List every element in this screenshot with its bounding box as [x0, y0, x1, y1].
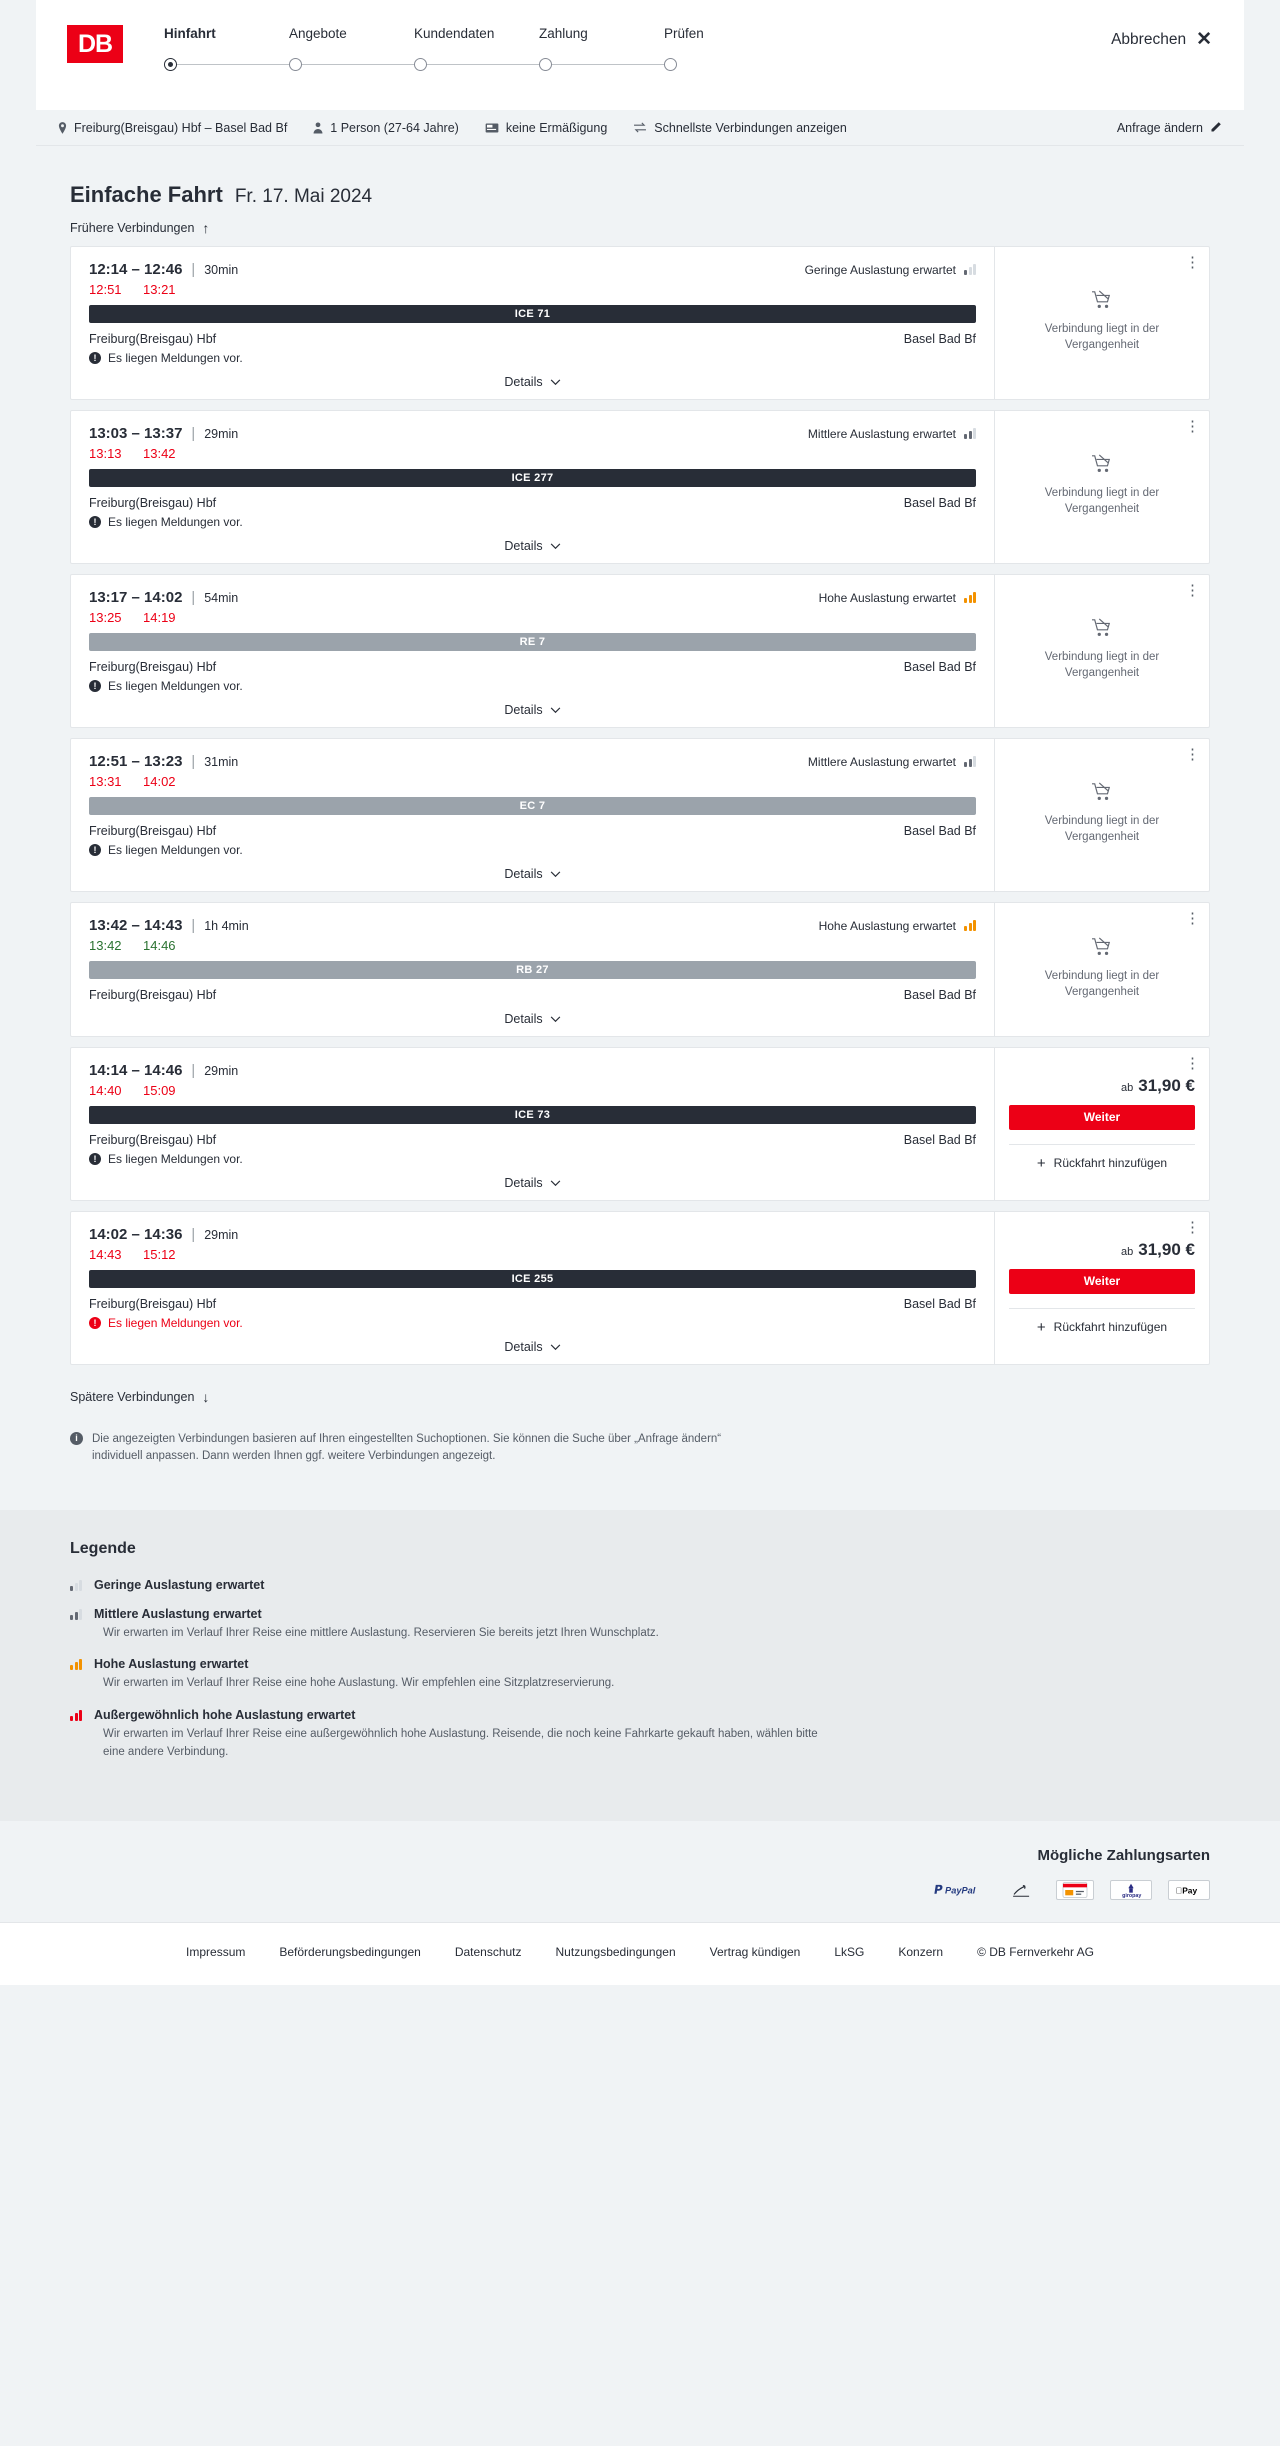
past-connection-notice [1009, 937, 1195, 1000]
connection-details [71, 1212, 994, 1364]
destination-station: Basel Bad Bf [903, 1297, 976, 1311]
connection-details [71, 1048, 994, 1200]
past-connection-label: Verbindung liegt in der Vergangenheit [1044, 815, 1160, 843]
step-zahlung[interactable] [539, 26, 664, 72]
actual-times [89, 282, 976, 297]
cart-crossed-icon [1009, 618, 1195, 644]
connection-notice-label: Es liegen Meldungen vor. [108, 515, 243, 529]
utilization-bars-icon [70, 1608, 82, 1620]
connection-booking-panel [994, 1048, 1209, 1200]
destination-station: Basel Bad Bf [903, 496, 976, 510]
summary-route-label: Freiburg(Breisgau) Hbf – Basel Bad Bf [74, 120, 288, 135]
summary-discount-label: keine Ermäßigung [505, 120, 608, 135]
step-label: Prüfen [664, 26, 704, 41]
scheduled-time: 13:03 – 13:37 [89, 425, 183, 442]
step-line [295, 64, 414, 65]
step-kundendaten[interactable] [414, 26, 539, 72]
duration: 29min [204, 426, 239, 441]
separator: | [191, 1062, 196, 1079]
alert-icon: ! [89, 1153, 101, 1165]
utilization-bars-icon [964, 920, 976, 931]
legend-section [0, 1510, 1280, 1821]
train-number: RB 27 [516, 964, 549, 976]
utilization-label: Mittlere Auslastung erwartet [807, 754, 956, 769]
details-toggle[interactable] [89, 1012, 976, 1026]
stations [89, 660, 976, 674]
train-number: RE 7 [519, 636, 546, 648]
legend-item [70, 1578, 1210, 1592]
separator: | [191, 753, 196, 770]
app-header [36, 0, 1244, 110]
step-hinfahrt[interactable] [164, 26, 289, 72]
actual-departure: 14:40 [89, 1083, 122, 1098]
step-indicator [164, 58, 289, 72]
connection-header [89, 261, 976, 278]
past-connection-notice [1009, 454, 1195, 517]
separator: | [191, 589, 196, 606]
details-label: Details [504, 1340, 543, 1354]
trip-type-title: Einfache Fahrt [70, 182, 223, 207]
connection-notice[interactable] [89, 1316, 976, 1330]
connection-booking-panel [994, 903, 1209, 1036]
footer-link-konzern[interactable]: Konzern [898, 1944, 944, 1959]
step-line [545, 64, 664, 65]
connection-notice-label: Es liegen Meldungen vor. [108, 351, 243, 365]
footer-copyright: © DB Fernverkehr AG [977, 1944, 1094, 1959]
past-connection-label: Verbindung liegt in der Vergangenheit [1044, 323, 1160, 351]
connection-notice[interactable] [89, 1152, 976, 1166]
lastschrift-icon [1004, 1880, 1040, 1900]
origin-station: Freiburg(Breisgau) Hbf [89, 1297, 217, 1311]
actual-arrival: 14:02 [143, 774, 176, 789]
add-return-trip-label: Rückfahrt hinzufügen [1053, 1156, 1168, 1170]
utilization-indicator [808, 427, 976, 441]
utilization-bars-icon [964, 428, 976, 439]
alert-icon: ! [89, 844, 101, 856]
legend-item-description: Wir erwarten im Verlauf Ihrer Reise eine mittlere Auslastung. Reservieren Sie bereits jetzt Ihren Wunschplatz. [103, 1626, 659, 1639]
legend-item [70, 1607, 1210, 1643]
utilization-label: Hohe Auslastung erwartet [818, 918, 956, 933]
stations [89, 824, 976, 838]
cart-crossed-icon [1009, 290, 1195, 316]
connection-card[interactable] [70, 738, 1210, 892]
cart-crossed-icon [1009, 782, 1195, 808]
more-options-icon[interactable]: ⋮ [1185, 1219, 1200, 1236]
actual-arrival: 13:21 [143, 282, 176, 297]
separator: | [191, 261, 196, 278]
more-options-icon[interactable]: ⋮ [1185, 582, 1200, 599]
connection-booking-panel [994, 575, 1209, 727]
edit-search-label: Anfrage ändern [1116, 120, 1203, 135]
scheduled-time: 12:14 – 12:46 [89, 261, 183, 278]
details-toggle[interactable] [89, 703, 976, 717]
past-connection-notice [1009, 782, 1195, 845]
summary-route[interactable] [58, 121, 287, 135]
connection-notice-label: Es liegen Meldungen vor. [108, 1152, 243, 1166]
origin-station: Freiburg(Breisgau) Hbf [89, 332, 217, 346]
train-bar [89, 1270, 976, 1288]
more-options-icon[interactable]: ⋮ [1185, 910, 1200, 927]
step-indicator [414, 58, 539, 72]
more-options-icon[interactable]: ⋮ [1185, 418, 1200, 435]
cart-crossed-icon [1009, 937, 1195, 963]
details-label: Details [504, 1012, 543, 1026]
connection-notice[interactable] [89, 843, 976, 857]
origin-station: Freiburg(Breisgau) Hbf [89, 496, 217, 510]
scheduled-time: 13:42 – 14:43 [89, 917, 183, 934]
origin-station: Freiburg(Breisgau) Hbf [89, 988, 217, 1002]
duration: 29min [204, 1063, 239, 1078]
connection-details [71, 739, 994, 891]
utilization-bars-icon [964, 592, 976, 603]
connection-notice[interactable] [89, 515, 976, 529]
actual-arrival: 14:46 [143, 938, 176, 953]
arrow-up-icon: ↑ [202, 220, 210, 236]
duration: 31min [204, 754, 239, 769]
utilization-indicator [808, 755, 976, 769]
actual-departure: 13:13 [89, 446, 122, 461]
utilization-indicator [805, 263, 976, 277]
summary-passengers-label: 1 Person (27-64 Jahre) [330, 120, 459, 135]
connection-details [71, 575, 994, 727]
utilization-bars-icon [70, 1709, 82, 1721]
actual-arrival: 13:42 [143, 446, 176, 461]
step-label: Hinfahrt [164, 26, 216, 41]
actual-times [89, 610, 976, 625]
utilization-indicator [819, 591, 976, 605]
actual-arrival: 14:19 [143, 610, 176, 625]
train-number: ICE 71 [514, 308, 551, 320]
search-summary-bar [36, 110, 1244, 146]
bahncard-icon [485, 123, 499, 133]
search-info-note [70, 1431, 730, 1510]
train-bar [89, 469, 976, 487]
actual-times [89, 938, 976, 953]
continue-button[interactable]: Weiter [1009, 1105, 1195, 1130]
details-toggle[interactable] [89, 867, 976, 881]
alert-icon: ! [89, 352, 101, 364]
info-icon: i [70, 1432, 83, 1445]
add-return-trip-label: Rückfahrt hinzufügen [1053, 1320, 1168, 1334]
utilization-bars-icon [964, 264, 976, 275]
arrow-down-icon: ↓ [202, 1389, 210, 1405]
alert-icon: ! [89, 680, 101, 692]
step-dot [164, 58, 177, 71]
origin-station: Freiburg(Breisgau) Hbf [89, 660, 217, 674]
chevron-down-icon [550, 375, 561, 389]
add-return-trip-button[interactable] [1009, 1308, 1195, 1335]
connection-notice-label: Es liegen Meldungen vor. [108, 679, 243, 693]
more-options-icon[interactable]: ⋮ [1185, 746, 1200, 763]
actual-departure: 14:43 [89, 1247, 122, 1262]
add-return-trip-button[interactable] [1009, 1144, 1195, 1171]
connection-notice[interactable] [89, 351, 976, 365]
connection-header [89, 589, 976, 606]
price-value: 31,90 € [1138, 1239, 1195, 1259]
svg-text:Pay: Pay [1175, 1885, 1191, 1896]
origin-station: Freiburg(Breisgau) Hbf [89, 1133, 217, 1147]
details-toggle[interactable] [89, 1340, 976, 1354]
train-number: EC 7 [519, 800, 546, 812]
chevron-down-icon [550, 1176, 561, 1190]
legend-item-label: Hohe Auslastung erwartet [94, 1657, 249, 1672]
stations [89, 1133, 976, 1147]
utilization-label: Geringe Auslastung erwartet [804, 262, 956, 277]
details-toggle[interactable] [89, 539, 976, 553]
utilization-indicator [819, 919, 976, 933]
destination-station: Basel Bad Bf [903, 332, 976, 346]
later-connections-button[interactable] [36, 1375, 1244, 1415]
footer-link-datenschutz[interactable]: Datenschutz [454, 1944, 522, 1959]
legend-item-label: Geringe Auslastung erwartet [94, 1577, 265, 1592]
price-prefix: ab [1121, 1245, 1134, 1258]
duration: 1h 4min [204, 918, 249, 933]
step-dot [414, 58, 427, 71]
cart-crossed-icon [1009, 454, 1195, 480]
actual-departure: 13:31 [89, 774, 122, 789]
train-bar [89, 797, 976, 815]
utilization-bars-icon [70, 1579, 82, 1591]
connection-booking-panel [994, 411, 1209, 563]
chevron-down-icon [550, 867, 561, 881]
summary-options[interactable] [633, 121, 847, 135]
connection-card[interactable] [70, 1047, 1210, 1201]
connection-card[interactable] [70, 1211, 1210, 1365]
legend-item [70, 1708, 1210, 1762]
chevron-down-icon [550, 703, 561, 717]
footer-link-vertrag-kuendigen[interactable]: Vertrag kündigen [709, 1944, 801, 1959]
connection-booking-panel [994, 1212, 1209, 1364]
payment-methods-section [0, 1821, 1280, 1922]
kreditkarte-icon [1056, 1880, 1094, 1900]
step-dot [289, 58, 302, 71]
train-number: ICE 255 [511, 1273, 554, 1285]
details-toggle[interactable] [89, 375, 976, 389]
actual-departure: 13:42 [89, 938, 122, 953]
more-options-icon[interactable]: ⋮ [1185, 1055, 1200, 1072]
price-row [1009, 1240, 1195, 1260]
separator: | [191, 917, 196, 934]
legend-item-description: Wir erwarten im Verlauf Ihrer Reise eine hohe Auslastung. Wir empfehlen eine Sitzplatzreservierung. [103, 1677, 615, 1690]
destination-station: Basel Bad Bf [903, 1133, 976, 1147]
utilization-label: Mittlere Auslastung erwartet [807, 426, 956, 441]
destination-station: Basel Bad Bf [903, 988, 976, 1002]
trip-date: Fr. 17. Mai 2024 [234, 186, 373, 207]
transfer-icon [633, 122, 647, 133]
page-title [36, 146, 1244, 208]
price-value: 31,90 € [1138, 1075, 1195, 1095]
connection-details [71, 411, 994, 563]
step-indicator [664, 58, 789, 72]
continue-button[interactable]: Weiter [1009, 1269, 1195, 1294]
utilization-bars-icon [964, 756, 976, 767]
scheduled-time: 12:51 – 13:23 [89, 753, 183, 770]
earlier-connections-label: Frühere Verbindungen [70, 221, 195, 235]
step-angebote[interactable] [289, 26, 414, 72]
plus-icon: + [1036, 1154, 1046, 1172]
utilization-label: Hohe Auslastung erwartet [818, 590, 956, 605]
apple-pay-icon [1168, 1880, 1210, 1900]
results-section [0, 146, 1280, 1510]
paypal-icon [928, 1880, 988, 1900]
actual-times [89, 774, 976, 789]
utilization-bars-icon [70, 1658, 82, 1670]
actual-times [89, 1083, 976, 1098]
step-dot [539, 58, 552, 71]
scheduled-time: 13:17 – 14:02 [89, 589, 183, 606]
connection-header [89, 753, 976, 770]
cancel-button[interactable] [1111, 30, 1212, 49]
step-pruefen[interactable] [664, 26, 789, 72]
destination-station: Basel Bad Bf [903, 824, 976, 838]
origin-station: Freiburg(Breisgau) Hbf [89, 824, 217, 838]
legend-items [70, 1578, 1210, 1762]
actual-times [89, 446, 976, 461]
connection-card[interactable] [70, 246, 1210, 400]
duration: 29min [204, 1227, 239, 1242]
legend-item-description: Wir erwarten im Verlauf Ihrer Reise eine außergewöhnlich hohe Auslastung. Reisende, die noch keine Fahrkarte gekauft haben, wählen bitte eine andere Verbindung. [103, 1728, 818, 1758]
later-connections-label: Spätere Verbindungen [70, 1390, 195, 1404]
connection-notice-label: Es liegen Meldungen vor. [108, 1316, 243, 1330]
past-connection-notice [1009, 618, 1195, 681]
step-label: Kundendaten [414, 26, 495, 41]
connection-header [89, 917, 976, 934]
summary-options-label: Schnellste Verbindungen anzeigen [654, 120, 847, 135]
legend-title: Legende [70, 1539, 136, 1557]
step-indicator [539, 58, 664, 72]
actual-arrival: 15:09 [143, 1083, 176, 1098]
step-indicator [289, 58, 414, 72]
train-bar [89, 1106, 976, 1124]
stations [89, 988, 976, 1002]
details-label: Details [504, 703, 543, 717]
svg-text:PayPal: PayPal [945, 1885, 976, 1896]
connection-header [89, 425, 976, 442]
connection-header [89, 1226, 976, 1243]
train-number: ICE 73 [514, 1109, 551, 1121]
footer-link-befoerderungsbedingungen[interactable]: Beförderungsbedingungen [279, 1944, 421, 1959]
train-bar [89, 633, 976, 651]
more-options-icon[interactable]: ⋮ [1185, 254, 1200, 271]
step-label: Zahlung [539, 26, 588, 41]
train-bar [89, 305, 976, 323]
earlier-connections-button[interactable] [36, 208, 1244, 246]
price-prefix: ab [1121, 1081, 1134, 1094]
alert-icon: ! [89, 516, 101, 528]
summary-discount[interactable] [485, 121, 607, 135]
scheduled-time: 14:02 – 14:36 [89, 1226, 183, 1243]
stations [89, 496, 976, 510]
payment-title: Mögliche Zahlungsarten [1037, 1846, 1210, 1864]
details-toggle[interactable] [89, 1176, 976, 1190]
train-number: ICE 277 [511, 472, 554, 484]
close-icon: ✕ [1196, 29, 1212, 50]
separator: | [191, 425, 196, 442]
legend-item-label: Außergewöhnlich hohe Auslastung erwartet [94, 1708, 356, 1723]
connection-card[interactable] [70, 574, 1210, 728]
legend-item-header [70, 1657, 1210, 1671]
actual-arrival: 15:12 [143, 1247, 176, 1262]
details-label: Details [504, 867, 543, 881]
train-bar [89, 961, 976, 979]
connection-card[interactable] [70, 902, 1210, 1037]
legend-item-label: Mittlere Auslastung erwartet [94, 1606, 262, 1621]
connection-details [71, 247, 994, 399]
past-connection-label: Verbindung liegt in der Vergangenheit [1044, 487, 1160, 515]
duration: 54min [204, 590, 239, 605]
edit-search-button[interactable] [1117, 121, 1222, 135]
checkout-stepper [164, 26, 789, 72]
payment-icons [928, 1880, 1210, 1900]
stations [89, 332, 976, 346]
legend-item-header [70, 1607, 1210, 1621]
duration: 30min [204, 262, 239, 277]
details-label: Details [504, 1176, 543, 1190]
legend-item-header [70, 1708, 1210, 1722]
price-row [1009, 1076, 1195, 1096]
db-logo[interactable]: DB [64, 22, 126, 66]
scheduled-time: 14:14 – 14:46 [89, 1062, 183, 1079]
connection-booking-panel [994, 739, 1209, 891]
connection-notice[interactable] [89, 679, 976, 693]
summary-passengers[interactable] [313, 121, 459, 135]
footer-link-impressum[interactable]: Impressum [186, 1944, 246, 1959]
connection-header [89, 1062, 976, 1079]
step-line [170, 64, 289, 65]
connection-list [36, 246, 1244, 1365]
destination-station: Basel Bad Bf [903, 660, 976, 674]
giropay-icon [1110, 1880, 1152, 1900]
separator: | [191, 1226, 196, 1243]
details-label: Details [504, 375, 543, 389]
connection-card[interactable] [70, 410, 1210, 564]
stations [89, 1297, 976, 1311]
details-label: Details [504, 539, 543, 553]
past-connection-label: Verbindung liegt in der Vergangenheit [1044, 969, 1160, 998]
alert-icon: ! [89, 1317, 101, 1329]
chevron-down-icon [550, 1340, 561, 1354]
step-line [420, 64, 539, 65]
actual-times [89, 1247, 976, 1262]
actual-departure: 13:25 [89, 610, 122, 625]
legend-item-header [70, 1578, 1210, 1592]
connection-details [71, 903, 994, 1036]
plus-icon: + [1036, 1318, 1046, 1336]
past-connection-notice [1009, 290, 1195, 353]
step-label: Angebote [289, 26, 347, 41]
actual-departure: 12:51 [89, 282, 122, 297]
legend-item [70, 1657, 1210, 1693]
cancel-label: Abbrechen [1111, 30, 1187, 48]
connection-booking-panel [994, 247, 1209, 399]
footer [0, 1922, 1280, 1985]
footer-link-nutzungsbedingungen[interactable]: Nutzungsbedingungen [555, 1944, 676, 1959]
pencil-icon [1211, 121, 1222, 135]
footer-link-lksg[interactable]: LkSG [834, 1944, 865, 1959]
step-dot [664, 58, 677, 71]
connection-notice-label: Es liegen Meldungen vor. [108, 843, 243, 857]
chevron-down-icon [550, 539, 561, 553]
svg-text:giropay: giropay [1122, 1892, 1142, 1898]
location-pin-icon [58, 122, 67, 134]
search-info-text: Die angezeigten Verbindungen basieren auf Ihren eingestellten Suchoptionen. Sie können die Suche über „Anfrage ändern“ individuell anpassen. Dann werden Ihnen ggf. weitere Verbindungen angezeigt. [92, 1433, 722, 1463]
person-icon [313, 122, 323, 134]
past-connection-label: Verbindung liegt in der Vergangenheit [1044, 651, 1160, 679]
chevron-down-icon [550, 1012, 561, 1026]
